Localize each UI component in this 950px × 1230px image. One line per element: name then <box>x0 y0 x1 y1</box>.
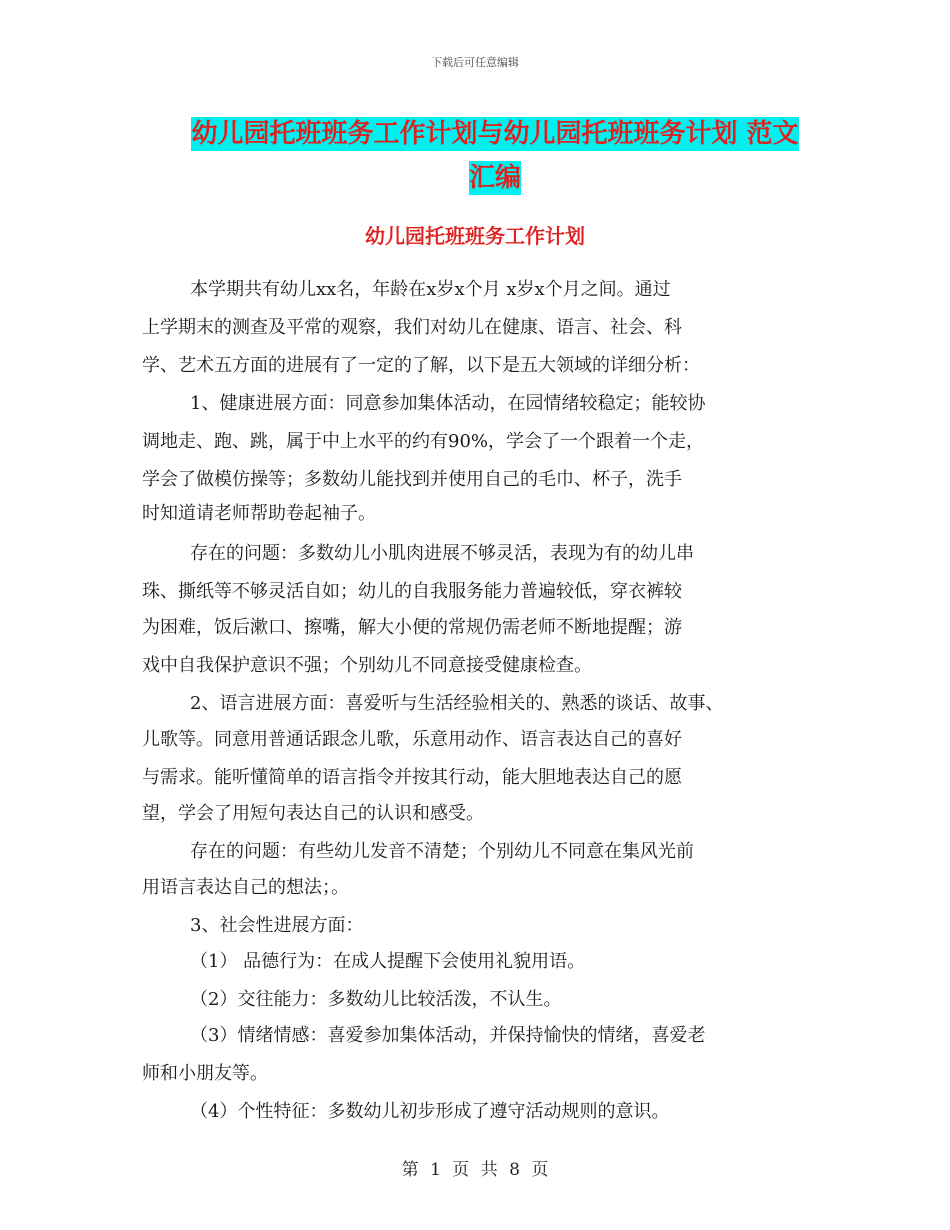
text-line: 学会了做模仿操等；多数幼儿能找到并使用自己的毛巾、杯子，洗手 <box>142 469 682 490</box>
text-line: 为困难，饭后漱口、擦嘴，解大小便的常规仍需老师不断地提醒；游 <box>142 617 682 638</box>
text-line: 2、语言进展方面：喜爱听与生活经验相关的、熟悉的谈话、故事、 <box>190 693 724 714</box>
text-line: 珠、撕纸等不够灵活自如；幼儿的自我服务能力普遍较低，穿衣裤较 <box>142 581 682 602</box>
page-footer: 第 1 页 共 8 页 <box>401 1160 549 1180</box>
text-line: 用语言表达自己的想法；。 <box>142 877 349 898</box>
text-line: （4）个性特征：多数幼儿初步形成了遵守活动规则的意识。 <box>190 1101 670 1122</box>
text-line: 存在的问题：有些幼儿发音不清楚；个别幼儿不同意在集风光前 <box>190 841 694 862</box>
text-line: 1、健康进展方面：同意参加集体活动，在园情绪较稳定；能较协 <box>190 393 706 414</box>
text-line: 3、社会性进展方面： <box>190 915 364 936</box>
text-line: 戏中自我保护意识不强；个别幼儿不同意接受健康检查。 <box>142 655 592 676</box>
title-line-1: 幼儿园托班班务工作计划与幼儿园托班班务计划 范文 <box>191 119 799 149</box>
text-line: 与需求。能听懂简单的语言指令并按其行动，能大胆地表达自己的愿 <box>142 767 682 788</box>
text-line: 师和小朋友等。 <box>142 1063 268 1084</box>
text-line: 望，学会了用短句表达自己的认识和感受。 <box>142 803 484 824</box>
text-line: 时知道请老师帮助卷起袖子。 <box>142 503 376 524</box>
text-line: 学、艺术五方面的进展有了一定的了解，以下是五大领域的详细分析： <box>142 355 700 376</box>
title-line-2: 汇编 <box>468 163 521 193</box>
text-line: 存在的问题：多数幼儿小肌肉进展不够灵活，表现为有的幼儿串 <box>190 543 694 564</box>
text-line: 调地走、跑、跳，属于中上水平的约有90%，学会了一个跟着一个走， <box>142 431 705 452</box>
text-line: 上学期末的测查及平常的观察，我们对幼儿在健康、语言、社会、科 <box>142 317 682 338</box>
text-line: 儿歌等。同意用普通话跟念儿歌，乐意用动作、语言表达自己的喜好 <box>142 729 682 750</box>
document-title <box>150 112 840 200</box>
header-note: 下载后可任意编辑 <box>431 56 519 69</box>
text-line: （3）情绪情感：喜爱参加集体活动，并保持愉快的情绪，喜爱老 <box>190 1025 706 1046</box>
text-line: （1） 品德行为：在成人提醒下会使用礼貌用语。 <box>190 951 586 972</box>
section-title: 幼儿园托班班务工作计划 <box>365 224 585 248</box>
text-line: （2）交往能力：多数幼儿比较活泼，不认生。 <box>190 989 562 1010</box>
text-line: 本学期共有幼儿xx名，年龄在x岁x个月 x岁x个月之间。通过 <box>190 279 671 300</box>
